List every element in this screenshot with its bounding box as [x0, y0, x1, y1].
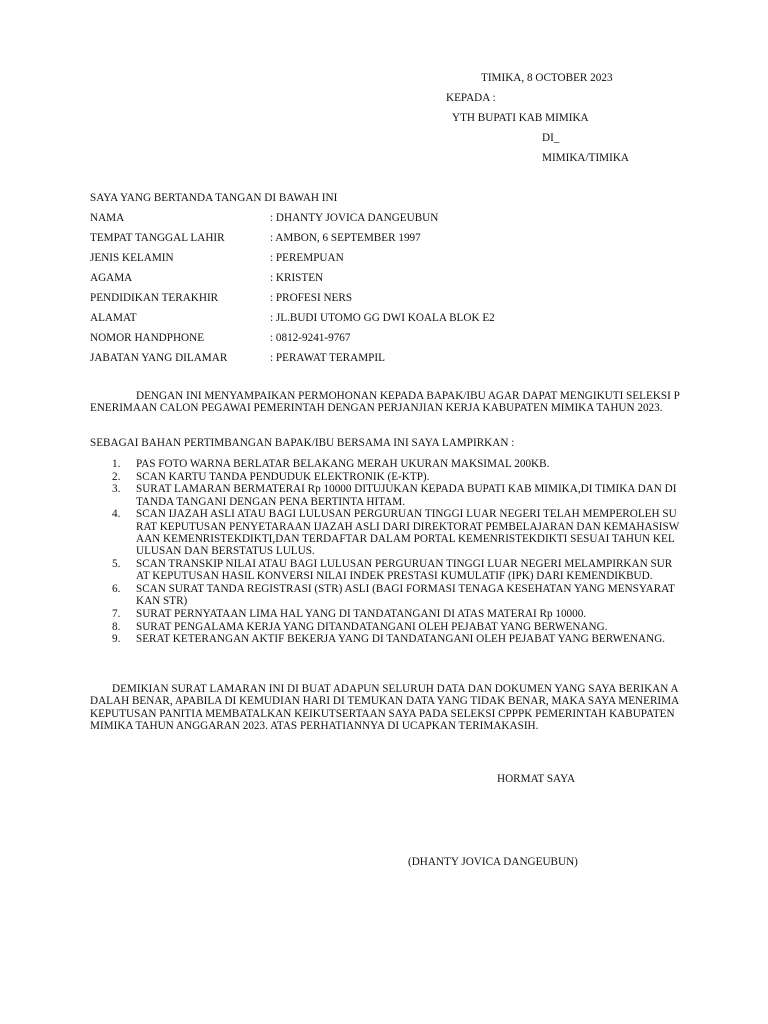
list-item: [90, 633, 680, 645]
list-item: [90, 508, 680, 557]
list-item-number: 8.: [112, 620, 121, 633]
list-item: [90, 583, 680, 608]
list-item-text: SCAN IJAZAH ASLI ATAU BAGI LULUSAN PERGURUAN TINGGI LUAR NEGERI TELAH MEMPEROLEH SURAT KEPUTUSAN PENYETARAAN IJAZAH ASLI DARI DIREKTORAT PEMBELAJARAN DAN KEMAHASISWAAN KEMENRISTEKDIKTI,DAN TERDAFTAR DALAM PORTAL KEMENRISTEKDIKTI SESUAI TAHUN KELULUSAN DAN BERSTATUS LULUS.: [136, 508, 680, 558]
list-item-number: 1.: [112, 458, 121, 470]
signoff: HORMAT SAYA: [497, 773, 576, 785]
list-item-text: PAS FOTO WARNA BERLATAR BELAKANG MERAH UKURAN MAKSIMAL 200KB.: [136, 458, 550, 470]
list-item-number: 3.: [112, 483, 121, 496]
field-value-ttl: : AMBON, 6 SEPTEMBER 1997: [270, 232, 421, 244]
list-item-text: SURAT PERNYATAAN LIMA HAL YANG DI TANDATANGANI DI ATAS MATERAI Rp 10000.: [136, 607, 587, 620]
field-value-handphone: : 0812-9241-9767: [270, 332, 351, 344]
list-item: [90, 608, 680, 620]
signature-name: (DHANTY JOVICA DANGEUBUN): [408, 856, 578, 868]
list-item-number: 6.: [112, 582, 121, 595]
attachments-intro: SEBAGAI BAHAN PERTIMBANGAN BAPAK/IBU BERSAMA INI SAYA LAMPIRKAN :: [90, 437, 515, 449]
place-date: TIMIKA, 8 OCTOBER 2023: [481, 72, 613, 84]
recipient-location: MIMIKA/TIMIKA: [542, 152, 630, 164]
field-label-handphone: NOMOR HANDPHONE: [90, 332, 205, 344]
recipient-label: KEPADA :: [446, 92, 496, 104]
body-paragraph: DENGAN INI MENYAMPAIKAN PERMOHONAN KEPADA BAPAK/IBU AGAR DAPAT MENGIKUTI SELEKSI PENERIMAAN CALON PEGAWAI PEMERINTAH DENGAN PERJANJIAN KERJA KABUPATEN MIMIKA TAHUN 2023.: [90, 390, 680, 415]
field-value-agama: : KRISTEN: [270, 272, 324, 284]
field-label-alamat: ALAMAT: [90, 312, 137, 324]
field-label-pendidikan: PENDIDIKAN TERAKHIR: [90, 292, 219, 304]
list-item-text: SCAN TRANSKIP NILAI ATAU BAGI LULUSAN PERGURUAN TINGGI LUAR NEGERI MELAMPIRKAN SURAT KEPUTUSAN HASIL KONVERSI NILAI INDEK PRESTASI KUMULATIF (IPK) DARI KEMENDIKBUD.: [136, 557, 673, 583]
attachments-list: [90, 458, 680, 646]
list-item-number: 4.: [112, 508, 121, 521]
field-label-jenis-kelamin: JENIS KELAMIN: [90, 252, 174, 264]
list-item: [90, 471, 680, 483]
field-label-agama: AGAMA: [90, 272, 133, 284]
field-value-jabatan: : PERAWAT TERAMPIL: [270, 352, 385, 364]
list-item-number: 2.: [112, 470, 121, 483]
list-item-text: SURAT LAMARAN BERMATERAI Rp 10000 DITUJUKAN KEPADA BUPATI KAB MIMIKA,DI TIMIKA DAN DITANDA TANGANI DENGAN PENA BERTINTA HITAM.: [136, 483, 677, 508]
list-item: [90, 458, 680, 470]
recipient-di: DI_: [542, 132, 560, 144]
closing-paragraph: DEMIKIAN SURAT LAMARAN INI DI BUAT ADAPUN SELURUH DATA DAN DOKUMEN YANG SAYA BERIKAN ADALAH BENAR, APABILA DI KEMUDIAN HARI DI TEMUKAN DATA YANG TIDAK BENAR, MAKA SAYA MENERIMA KEPUTUSAN PANITIA MEMBATALKAN KEIKUTSERTAAN SAYA PADA SELEKSI CPPPK PEMERINTAH KABUPATEN MIMIKA TAHUN ANGGARAN 2023. ATAS PERHATIANNYA DI UCAPKAN TERIMAKASIH.: [90, 683, 679, 732]
list-item: [90, 558, 680, 583]
list-item-text: SERAT KETERANGAN AKTIF BEKERJA YANG DI TANDATANGANI OLEH PEJABAT YANG BERWENANG.: [136, 633, 666, 646]
list-item-number: 5.: [112, 557, 121, 570]
recipient-name: YTH BUPATI KAB MIMIKA: [452, 112, 589, 124]
field-label-ttl: TEMPAT TANGGAL LAHIR: [90, 232, 225, 244]
field-label-jabatan: JABATAN YANG DILAMAR: [90, 352, 228, 364]
list-item-text: SCAN KARTU TANDA PENDUDUK ELEKTRONIK (E-KTP).: [136, 470, 430, 483]
intro-line: SAYA YANG BERTANDA TANGAN DI BAWAH INI: [90, 192, 338, 204]
field-value-alamat: : JL.BUDI UTOMO GG DWI KOALA BLOK E2: [270, 312, 495, 324]
field-value-nama: : DHANTY JOVICA DANGEUBUN: [270, 212, 439, 224]
field-value-pendidikan: : PROFESI NERS: [270, 292, 353, 304]
field-label-nama: NAMA: [90, 212, 125, 224]
list-item-number: 7.: [112, 607, 121, 620]
list-item-number: 9.: [112, 633, 121, 646]
list-item-text: SCAN SURAT TANDA REGISTRASI (STR) ASLI (BAGI FORMASI TENAGA KESEHATAN YANG MENSYARATKAN STR): [136, 582, 675, 608]
list-item-text: SURAT PENGALAMA KERJA YANG DITANDATANGANI OLEH PEJABAT YANG BERWENANG.: [136, 620, 608, 633]
list-item: [90, 483, 680, 508]
list-item: [90, 621, 680, 633]
field-value-jenis-kelamin: : PEREMPUAN: [270, 252, 344, 264]
